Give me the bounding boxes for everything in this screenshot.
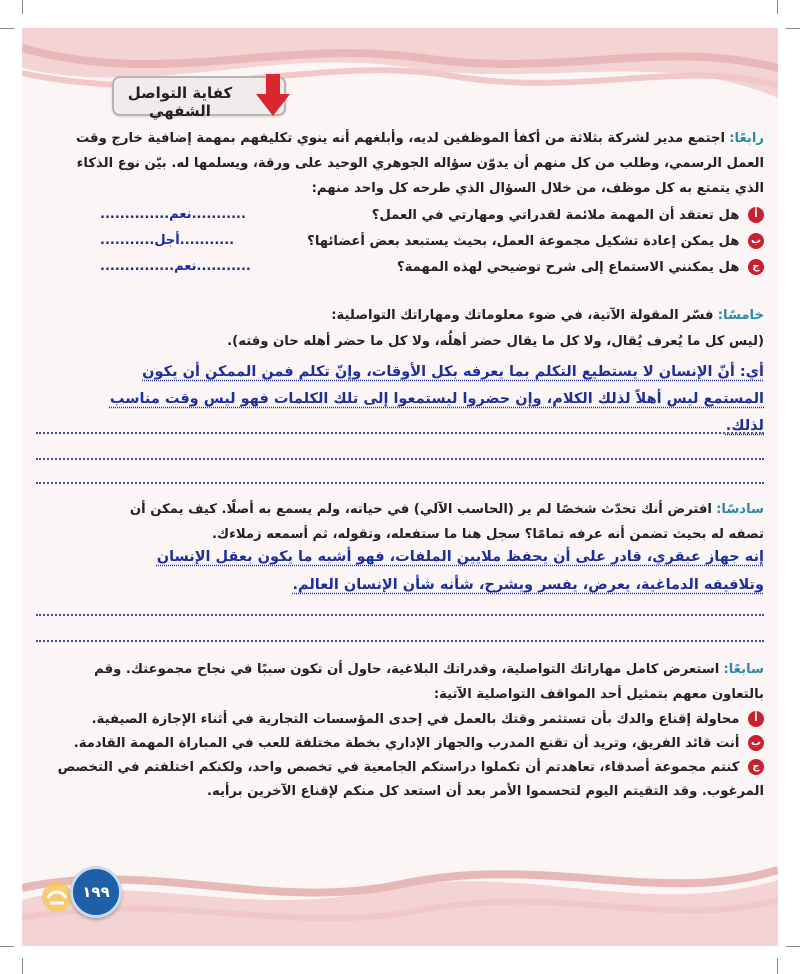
- scenario-b: ب أنت قائد الفريق، وتريد أن تقنع المدرب والجهاز الإداري بخطة مختلفة للعب في المباراة المهمة القادمة.: [32, 734, 764, 754]
- question-a: أ هل تعتقد أن المهمة ملائمة لقدراتي ومهارتي في العمل؟ ...........نعم..............: [100, 207, 764, 229]
- bottom-wave-decoration: [22, 840, 778, 946]
- badge-icon: ج: [748, 259, 764, 275]
- section6-label: سادسًا:: [716, 502, 764, 517]
- section4-line-3: الذي يتمتع به كل موظف، من خلال السؤال الذي طرحه كل واحد منهم:: [311, 181, 764, 196]
- badge-icon: أ: [748, 207, 764, 223]
- crop-mark: [22, 0, 23, 14]
- section5-answer-line-2: المستمع ليس أهلاً لذلك الكلام، وإن حضروا ليستمعوا إلى تلك الكلمات فهو ليس وقت مناسب: [109, 391, 764, 407]
- section7-line-2: بالتعاون معهم بتمثيل أحد المواقف التواصلية الآتية:: [433, 687, 764, 702]
- section4-line-2: العمل الرسمي، وطلب من كل منهم أن يدوّن سؤاله الجوهري الوحيد على ورقة، ويسلمها له. بيّن نوع الذكاء: [76, 156, 764, 171]
- badge-icon: ب: [748, 233, 764, 249]
- section5-answer-line-3: لذلك.: [725, 418, 764, 434]
- answer-dotted-line: [36, 430, 764, 434]
- section6-line-2: تصفه له بحيث تضمن أنه عرفه تمامًا؟ سجل هنا ما ستفعله، وتقوله، ثم أسمعه زملاءك.: [212, 527, 764, 542]
- down-arrow-icon: [254, 74, 292, 118]
- badge-icon: ب: [748, 735, 764, 751]
- section5-label: خامسًا:: [717, 308, 764, 323]
- answer-c: ...........نعم...............: [100, 259, 251, 274]
- answer-b: ...........أجل...........: [100, 233, 235, 248]
- answer-dotted-line: [36, 456, 764, 460]
- crop-mark: [22, 958, 23, 974]
- crop-mark: [0, 946, 14, 947]
- crop-mark: [0, 28, 14, 29]
- scenario-c: ج كنتم مجموعة أصدقاء، تعاهدتم أن تكملوا دراستكم الجامعية في تخصص واحد، ولكنكم اختلفتم في التخصص: [32, 758, 764, 778]
- crop-mark: [777, 0, 778, 14]
- section7-line-1: سابعًا: استعرض كامل مهاراتك التواصلية، وقدراتك البلاغية، حاول أن تكون سببًا في نجاح مجموعتك. وقم: [94, 662, 764, 677]
- section4-line-1: رابعًا: اجتمع مدير لشركة بثلاثة من أكفأ الموظفين لديه، وأبلغهم أنه ينوي تكليفهم بمهمة إضافية خارج وقت: [75, 131, 764, 146]
- section6-answer-line-1: إنه جهاز عبقري، قادر على أن يحفظ ملايين الملفات، فهو أشبه ما يكون بعقل الإنسان: [156, 549, 764, 565]
- answer-a: ...........نعم..............: [100, 207, 246, 222]
- section5-answer-line-1: أي: أنّ الإنسان لا يستطيع التكلم بما يعرفه بكل الأوقات، وإنّ تكلم فمن الممكن أن يكون: [142, 364, 764, 380]
- crop-mark: [786, 946, 800, 947]
- section7-label: سابعًا:: [723, 662, 764, 677]
- section5-line-1: خامسًا: فسّر المقولة الآتية، في ضوء معلوماتك ومهاراتك التواصلية:: [331, 308, 764, 323]
- page-title: كفاية التواصل الشفهي: [127, 84, 233, 120]
- answer-dotted-line: [36, 612, 764, 616]
- badge-icon: ج: [748, 759, 764, 775]
- question-c: ج هل يمكنني الاستماع إلى شرح توضيحي لهذه المهمة؟ ...........نعم...............: [100, 259, 764, 281]
- scenario-a: أ محاولة إقناع والدك بأن تستثمر وقتك بالعمل في إحدى المؤسسات التجارية في أثناء الإجازة الصيفية.: [32, 710, 764, 730]
- question-b: ب هل يمكن إعادة تشكيل مجموعة العمل، بحيث يستبعد بعض أعضائها؟ ...........أجل...........: [100, 233, 764, 255]
- badge-icon: أ: [748, 711, 764, 727]
- answer-dotted-line: [36, 480, 764, 484]
- crop-mark: [777, 958, 778, 974]
- section7-last-line: المرغوب. وقد التقيتم اليوم لتحسموا الأمر بعد أن استعد كل منكم لإقناع الآخرين برأيه.: [206, 784, 764, 799]
- section6-answer-line-2: وتلافيفه الدماغية، يعرض، يفسر ويشرح، شأنه شأن الإنسان العالم.: [292, 577, 764, 593]
- publisher-logo-icon: [40, 880, 74, 914]
- section6-line-1: سادسًا: افترض أنك تحدّث شخصًا لم ير (الحاسب الآلي) في حياته، ولم يسمع به أصلًا. كيف يمكن أن: [129, 502, 764, 517]
- answer-dotted-line: [36, 638, 764, 642]
- section5-quote: (ليس كل ما يُعرف يُقال، ولا كل ما يقال حضر أهلُه، ولا كل ما حضر أهله حان وقته).: [227, 334, 764, 349]
- section4-label: رابعًا:: [729, 131, 764, 146]
- page-number: ١٩٩: [70, 866, 122, 918]
- crop-mark: [786, 28, 800, 29]
